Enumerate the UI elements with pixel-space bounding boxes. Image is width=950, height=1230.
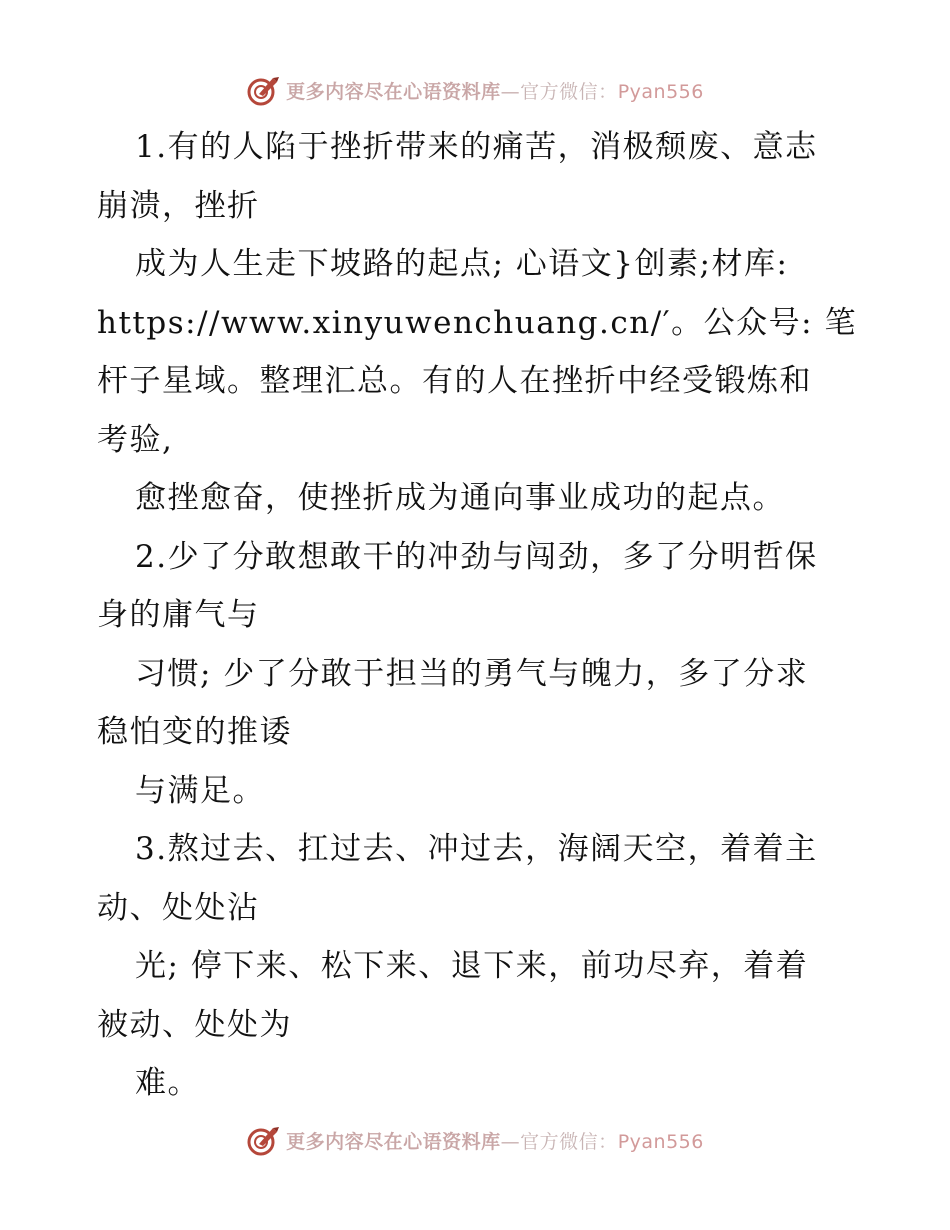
pen-nib-logo-icon xyxy=(246,73,280,107)
header-banner-text xyxy=(286,77,704,104)
body-line: 动、处处沾 xyxy=(97,889,260,926)
footer-banner-dash: — xyxy=(500,1130,521,1153)
body-line: 愈挫愈奋，使挫折成为通向事业成功的起点。 xyxy=(135,480,785,516)
footer-banner-main: 更多内容尽在心语资料库 xyxy=(286,1130,501,1153)
body-line: 成为人生走下坡路的起点; 心语文}创素;材库: xyxy=(135,246,789,282)
header-banner-dash: — xyxy=(500,80,521,103)
pen-nib-logo-icon xyxy=(246,1123,280,1157)
body-line: 与满足。 xyxy=(135,772,265,809)
header-banner-main: 更多内容尽在心语资料库 xyxy=(286,80,501,103)
header-banner-wechat-label: 官方微信： xyxy=(520,80,618,103)
body-line: 2.少了分敢想敢干的冲劲与闯劲，多了分明哲保 xyxy=(135,538,818,575)
body-line: 考验, xyxy=(97,421,174,458)
footer-banner-inner xyxy=(246,1123,704,1157)
body-line: 习惯; 少了分敢于担当的勇气与魄力，多了分求 xyxy=(135,655,809,692)
body-line: 稳怕变的推诿 xyxy=(97,714,292,750)
header-banner-wechat-id: Pyan556 xyxy=(617,80,704,103)
body-line: 3.熬过去、扛过去、冲过去，海阔天空，着着主 xyxy=(135,831,818,867)
footer-banner-wechat-id: Pyan556 xyxy=(617,1130,704,1153)
body-line: https://www.xinyuwenchuang.cn/′。公众号: 笔 xyxy=(97,304,857,341)
footer-banner xyxy=(0,1120,950,1160)
body-line: 1.有的人陷于挫折带来的痛苦，消极颓废、意志 xyxy=(135,129,818,165)
header-banner xyxy=(0,70,950,110)
footer-banner-text xyxy=(286,1127,704,1154)
body-line: 身的庸气与 xyxy=(97,597,260,633)
body-line: 被动、处处为 xyxy=(97,1006,292,1043)
header-banner-inner xyxy=(246,73,704,107)
body-line: 难。 xyxy=(135,1065,200,1101)
document-body xyxy=(97,118,857,1113)
footer-banner-wechat-label: 官方微信： xyxy=(520,1130,618,1153)
body-line: 崩溃，挫折 xyxy=(97,187,260,224)
body-line: 光; 停下来、松下来、退下来，前功尽弃，着着 xyxy=(135,948,809,984)
body-line: 杆子星域。整理汇总。有的人在挫折中经受锻炼和 xyxy=(97,363,812,399)
